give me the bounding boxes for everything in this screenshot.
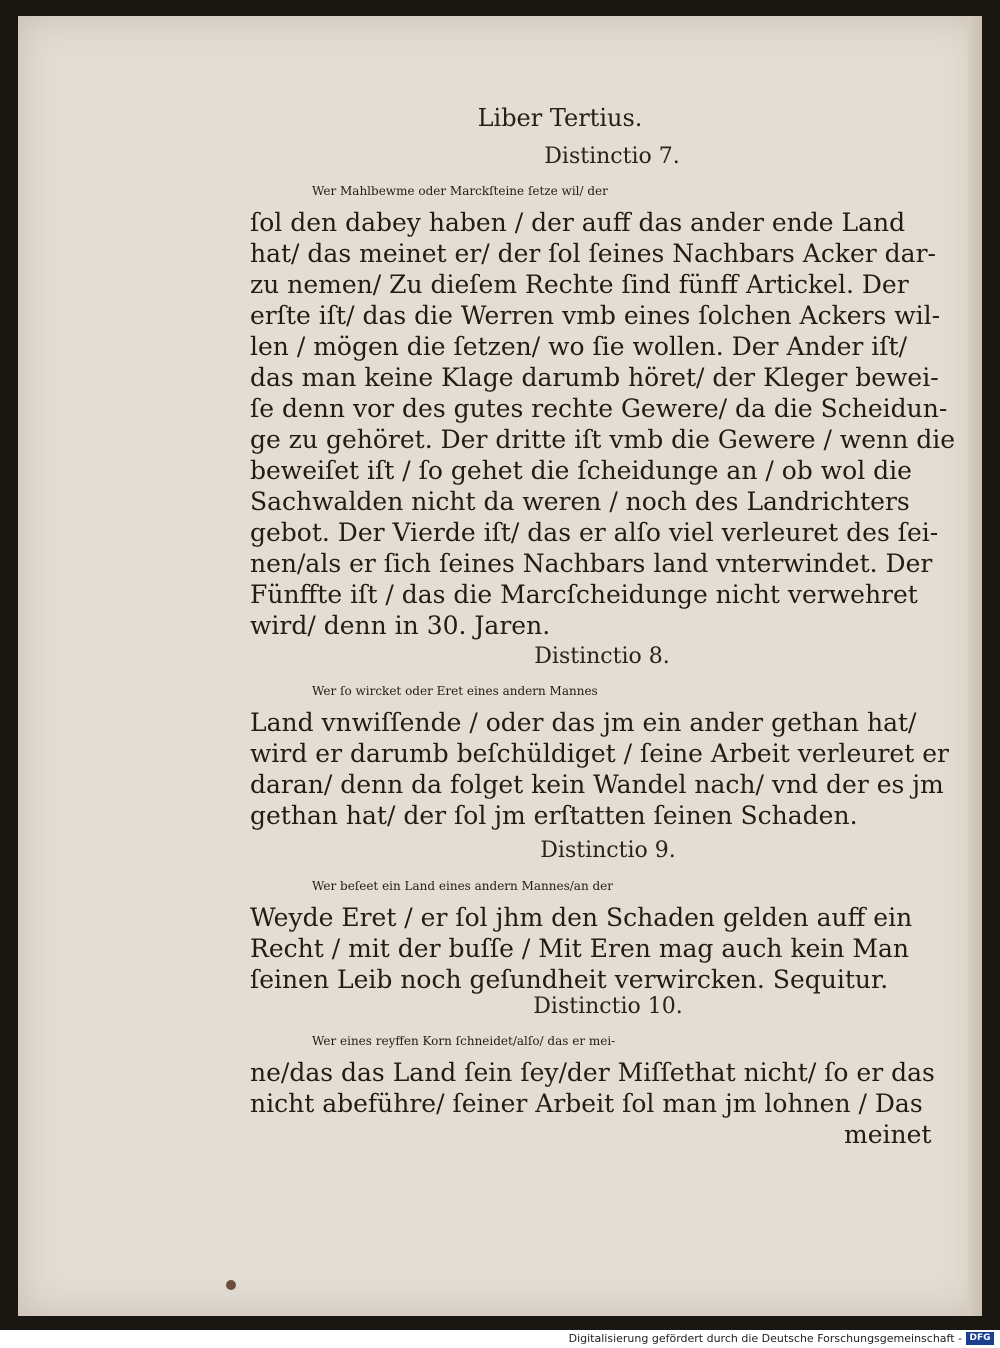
text-line: Sachwalden nicht da weren / noch des Landrichters: [250, 487, 910, 516]
text-line: das man keine Klage darumb höret/ der Kleger bewei-: [250, 363, 939, 392]
text-line: ne/das das Land ſein ſey/der Miſſethat nicht/ ſo er das: [250, 1058, 935, 1087]
running-header: Liber Tertius.: [477, 104, 643, 132]
text-line: nen/als er ſich ſeines Nachbars land vnterwindet. Der: [250, 549, 933, 578]
paper-stain: [226, 1280, 236, 1290]
text-line: ge zu gehöret. Der dritte iſt vmb die Gewere / wenn die: [250, 425, 956, 454]
text-line: hat/ das meinet er/ der ſol ſeines Nachbars Acker dar-: [250, 239, 936, 268]
text-line: Fünffte iſt / das die Marcſcheidunge nicht verwehret: [250, 580, 918, 609]
text-line: Wer beſeet ein Land eines andern Mannes/an der: [312, 879, 614, 893]
text-line: nicht abeführe/ ſeiner Arbeit ſol man jm lohnen / Das: [250, 1089, 923, 1118]
section-heading: Distinctio 10.: [533, 994, 683, 1019]
text-line: ſol den dabey haben / der auff das ander ende Land: [250, 208, 906, 237]
text-line: wird er darumb beſchüldiget / ſeine Arbeit verleuret er: [250, 739, 949, 768]
text-line: Wer ſo wircket oder Eret eines andern Mannes: [312, 684, 598, 698]
text-line: ſeinen Leib noch geſundheit verwircken. Sequitur.: [250, 965, 889, 994]
text-line: Wer Mahlbewme oder Marckſteine ſetze wil/ der: [312, 184, 608, 198]
footer-bar: [0, 1330, 1000, 1348]
text-line: ſe denn vor des gutes rechte Gewere/ da die Scheidun-: [250, 394, 948, 423]
text-line: beweiſet iſt / ſo gehet die ſcheidunge an / ob wol die: [250, 456, 912, 485]
text-line: wird/ denn in 30. Jaren.: [250, 611, 551, 640]
section-heading: Distinctio 9.: [540, 838, 676, 863]
book-page: [18, 16, 982, 1316]
dfg-logo-icon: DFG: [966, 1332, 994, 1345]
text-line: len / mögen die ſetzen/ wo ſie wollen. Der Ander iſt/: [250, 332, 908, 361]
funding-credit: Digitalisierung gefördert durch die Deutsche Forschungsgemeinschaft -: [568, 1332, 962, 1345]
text-line: Weyde Eret / er ſol jhm den Schaden gelden auff ein: [250, 903, 913, 932]
text-line: daran/ denn da folget kein Wandel nach/ vnd der es jm: [250, 770, 944, 799]
section-heading: Distinctio 7.: [544, 144, 680, 169]
text-line: gethan hat/ der ſol jm erſtatten ſeinen Schaden.: [250, 801, 858, 830]
text-line: erſte iſt/ das die Werren vmb eines ſolchen Ackers wil-: [250, 301, 941, 330]
text-line: Land vnwiſſende / oder das jm ein ander gethan hat/: [250, 708, 917, 737]
text-line: Recht / mit der buſſe / Mit Eren mag auch kein Man: [250, 934, 910, 963]
text-line: gebot. Der Vierde iſt/ das er alſo viel verleuret des ſei-: [250, 518, 939, 547]
section-heading: Distinctio 8.: [534, 644, 670, 669]
text-line: Wer eines reyffen Korn ſchneidet/alſo/ das er mei-: [312, 1034, 616, 1048]
catchword: meinet: [844, 1120, 932, 1149]
text-line: zu nemen/ Zu dieſem Rechte ſind fünff Artickel. Der: [250, 270, 909, 299]
